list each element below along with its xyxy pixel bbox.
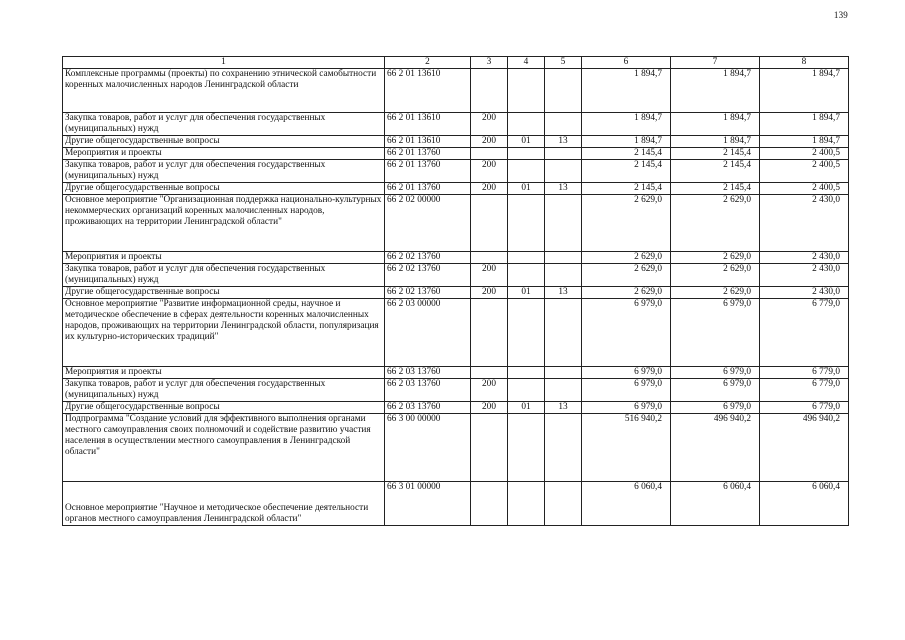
subsection-cell: 13 (545, 402, 582, 414)
target-code-cell: 66 2 03 13760 (385, 379, 471, 402)
column-header: 8 (760, 57, 849, 69)
column-header: 7 (671, 57, 760, 69)
column-header: 6 (582, 57, 671, 69)
table-row (63, 136, 849, 148)
expense-type-cell (471, 195, 508, 252)
row-name-cell: Основное мероприятие "Развитие информационной среды, научное и методическое обеспечение в сферах деятельности коренных малочисленных народов, проживающих на территории Ленинградской области, популяризация их культурно-исторических традиций" (63, 299, 385, 367)
amount-year1-cell: 1 894,7 (582, 136, 671, 148)
section-cell: 01 (508, 287, 545, 299)
expense-type-cell: 200 (471, 160, 508, 183)
section-cell: 01 (508, 402, 545, 414)
target-code-cell: 66 2 02 00000 (385, 195, 471, 252)
section-cell (508, 379, 545, 402)
amount-year3-cell: 6 779,0 (760, 402, 849, 414)
target-code-cell: 66 2 02 13760 (385, 264, 471, 287)
target-code-cell: 66 3 00 00000 (385, 414, 471, 482)
table-row (63, 183, 849, 195)
target-code-cell: 66 2 01 13610 (385, 69, 471, 113)
section-cell (508, 160, 545, 183)
column-header: 1 (63, 57, 385, 69)
expense-type-cell (471, 148, 508, 160)
table-row (63, 299, 849, 367)
page-number: 139 (833, 10, 848, 20)
section-cell: 01 (508, 183, 545, 195)
amount-year1-cell: 6 979,0 (582, 299, 671, 367)
amount-year3-cell: 1 894,7 (760, 113, 849, 136)
amount-year3-cell: 1 894,7 (760, 69, 849, 113)
amount-year2-cell: 1 894,7 (671, 136, 760, 148)
amount-year2-cell: 2 629,0 (671, 264, 760, 287)
expense-type-cell: 200 (471, 379, 508, 402)
target-code-cell: 66 3 01 00000 (385, 482, 471, 526)
amount-year2-cell: 1 894,7 (671, 69, 760, 113)
table-row (63, 113, 849, 136)
expense-type-cell: 200 (471, 402, 508, 414)
amount-year1-cell: 6 979,0 (582, 402, 671, 414)
column-header: 4 (508, 57, 545, 69)
amount-year1-cell: 1 894,7 (582, 69, 671, 113)
expense-type-cell: 200 (471, 183, 508, 195)
row-name-cell: Закупка товаров, работ и услуг для обеспечения государственных (муниципальных) нужд (63, 264, 385, 287)
target-code-cell: 66 2 03 13760 (385, 402, 471, 414)
amount-year1-cell: 2 629,0 (582, 195, 671, 252)
subsection-cell (545, 367, 582, 379)
subsection-cell (545, 379, 582, 402)
expense-type-cell (471, 367, 508, 379)
row-name-cell: Другие общегосударственные вопросы (63, 287, 385, 299)
row-name-cell: Другие общегосударственные вопросы (63, 402, 385, 414)
amount-year1-cell: 2 629,0 (582, 252, 671, 264)
amount-year1-cell: 1 894,7 (582, 113, 671, 136)
section-cell (508, 299, 545, 367)
amount-year2-cell: 6 979,0 (671, 367, 760, 379)
row-name-cell: Подпрограмма "Создание условий для эффективного выполнения органами местного самоуправления своих полномочий и содействие развитию участия населения в осуществлении местного самоуправления в Ленинградской области" (63, 414, 385, 482)
amount-year2-cell: 6 979,0 (671, 379, 760, 402)
table-body (63, 69, 849, 526)
amount-year3-cell: 2 430,0 (760, 195, 849, 252)
target-code-cell: 66 2 03 00000 (385, 299, 471, 367)
amount-year3-cell: 6 779,0 (760, 379, 849, 402)
subsection-cell: 13 (545, 287, 582, 299)
amount-year2-cell: 496 940,2 (671, 414, 760, 482)
target-code-cell: 66 2 02 13760 (385, 252, 471, 264)
budget-table (62, 56, 849, 526)
section-cell: 01 (508, 136, 545, 148)
row-name-cell: Комплексные программы (проекты) по сохранению этнической самобытности коренных малочисленных народов Ленинградской области (63, 69, 385, 113)
section-cell (508, 264, 545, 287)
target-code-cell: 66 2 01 13610 (385, 113, 471, 136)
target-code-cell: 66 2 01 13610 (385, 136, 471, 148)
row-name-cell: Мероприятия и проекты (63, 252, 385, 264)
expense-type-cell (471, 252, 508, 264)
subsection-cell (545, 482, 582, 526)
amount-year1-cell: 516 940,2 (582, 414, 671, 482)
row-name-cell: Мероприятия и проекты (63, 367, 385, 379)
amount-year2-cell: 2 629,0 (671, 252, 760, 264)
amount-year1-cell: 2 145,4 (582, 183, 671, 195)
expense-type-cell (471, 69, 508, 113)
amount-year3-cell: 2 430,0 (760, 264, 849, 287)
table-row (63, 402, 849, 414)
amount-year2-cell: 2 145,4 (671, 183, 760, 195)
subsection-cell (545, 148, 582, 160)
amount-year2-cell: 6 979,0 (671, 299, 760, 367)
table-row (63, 264, 849, 287)
target-code-cell: 66 2 01 13760 (385, 160, 471, 183)
column-header: 5 (545, 57, 582, 69)
column-header: 3 (471, 57, 508, 69)
table-row (63, 482, 849, 526)
amount-year1-cell: 6 979,0 (582, 379, 671, 402)
amount-year1-cell: 2 145,4 (582, 148, 671, 160)
table-row (63, 287, 849, 299)
subsection-cell (545, 299, 582, 367)
amount-year3-cell: 2 400,5 (760, 183, 849, 195)
amount-year3-cell: 2 400,5 (760, 160, 849, 183)
amount-year3-cell: 2 400,5 (760, 148, 849, 160)
target-code-cell: 66 2 01 13760 (385, 183, 471, 195)
expense-type-cell (471, 414, 508, 482)
table-row (63, 252, 849, 264)
row-name-cell: Другие общегосударственные вопросы (63, 183, 385, 195)
table-row (63, 69, 849, 113)
amount-year1-cell: 2 629,0 (582, 264, 671, 287)
row-name-cell: Другие общегосударственные вопросы (63, 136, 385, 148)
target-code-cell: 66 2 02 13760 (385, 287, 471, 299)
amount-year2-cell: 2 629,0 (671, 287, 760, 299)
amount-year3-cell: 1 894,7 (760, 136, 849, 148)
subsection-cell (545, 195, 582, 252)
expense-type-cell: 200 (471, 264, 508, 287)
column-number-row (63, 57, 849, 69)
amount-year3-cell: 2 430,0 (760, 252, 849, 264)
amount-year3-cell: 6 779,0 (760, 367, 849, 379)
table-row (63, 148, 849, 160)
section-cell (508, 148, 545, 160)
expense-type-cell (471, 299, 508, 367)
subsection-cell: 13 (545, 136, 582, 148)
row-name-cell: Основное мероприятие "Организационная поддержка национально-культурных некоммерческих организаций коренных малочисленных народов, проживающих на территории Ленинградской области" (63, 195, 385, 252)
subsection-cell (545, 160, 582, 183)
subsection-cell (545, 264, 582, 287)
subsection-cell (545, 252, 582, 264)
amount-year2-cell: 2 629,0 (671, 195, 760, 252)
expense-type-cell: 200 (471, 287, 508, 299)
target-code-cell: 66 2 01 13760 (385, 148, 471, 160)
section-cell (508, 252, 545, 264)
section-cell (508, 414, 545, 482)
amount-year3-cell: 6 779,0 (760, 299, 849, 367)
table-row (63, 367, 849, 379)
amount-year1-cell: 2 145,4 (582, 160, 671, 183)
expense-type-cell: 200 (471, 136, 508, 148)
section-cell (508, 69, 545, 113)
row-name-cell: Закупка товаров, работ и услуг для обеспечения государственных (муниципальных) нужд (63, 379, 385, 402)
expense-type-cell (471, 482, 508, 526)
amount-year1-cell: 2 629,0 (582, 287, 671, 299)
section-cell (508, 113, 545, 136)
subsection-cell (545, 113, 582, 136)
amount-year1-cell: 6 060,4 (582, 482, 671, 526)
row-name-cell: Закупка товаров, работ и услуг для обеспечения государственных (муниципальных) нужд (63, 113, 385, 136)
subsection-cell (545, 414, 582, 482)
subsection-cell (545, 69, 582, 113)
amount-year2-cell: 1 894,7 (671, 113, 760, 136)
amount-year3-cell: 6 060,4 (760, 482, 849, 526)
column-header: 2 (385, 57, 471, 69)
section-cell (508, 482, 545, 526)
row-name-cell: Мероприятия и проекты (63, 148, 385, 160)
table-row (63, 379, 849, 402)
row-name-cell: Закупка товаров, работ и услуг для обеспечения государственных (муниципальных) нужд (63, 160, 385, 183)
table-row (63, 414, 849, 482)
amount-year2-cell: 2 145,4 (671, 160, 760, 183)
amount-year2-cell: 6 979,0 (671, 402, 760, 414)
target-code-cell: 66 2 03 13760 (385, 367, 471, 379)
amount-year3-cell: 2 430,0 (760, 287, 849, 299)
table-row (63, 160, 849, 183)
amount-year2-cell: 6 060,4 (671, 482, 760, 526)
amount-year2-cell: 2 145,4 (671, 148, 760, 160)
amount-year1-cell: 6 979,0 (582, 367, 671, 379)
section-cell (508, 195, 545, 252)
table-row (63, 195, 849, 252)
row-name-cell: Основное мероприятие "Научное и методическое обеспечение деятельности органов местного самоуправления Ленинградской области" (63, 482, 385, 526)
amount-year3-cell: 496 940,2 (760, 414, 849, 482)
subsection-cell: 13 (545, 183, 582, 195)
expense-type-cell: 200 (471, 113, 508, 136)
section-cell (508, 367, 545, 379)
